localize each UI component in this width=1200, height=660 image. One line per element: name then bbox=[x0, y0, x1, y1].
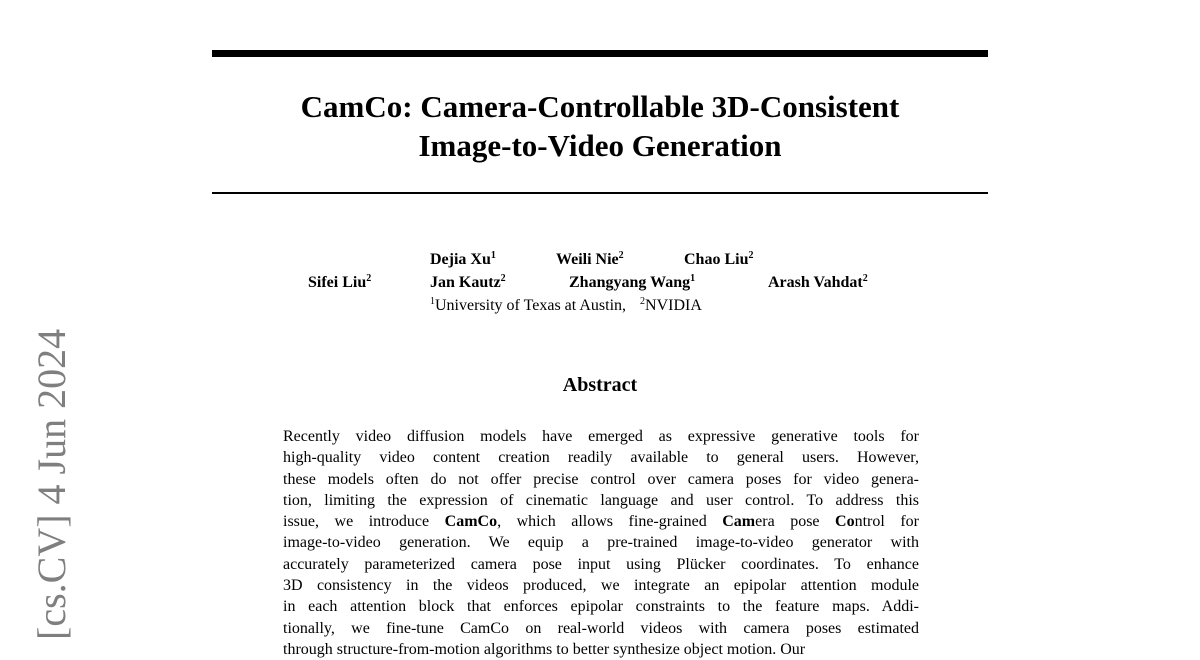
abstract-body bbox=[283, 426, 919, 660]
abstract-line: 3D consistency in the videos produced, we integrate an epipolar attention module bbox=[283, 577, 919, 595]
abstract-line: accurately parameterized camera pose input using Plücker coordinates. To enhance bbox=[283, 555, 919, 573]
abstract-line: high-quality video content creation readily available to general users. However, bbox=[283, 449, 919, 467]
abstract-line: in each attention block that enforces epipolar constraints to the feature maps. Addi- bbox=[283, 598, 919, 616]
abstract-heading: Abstract bbox=[562, 374, 638, 396]
title-top-rule bbox=[212, 50, 988, 57]
author-zhangyang-wang: Zhangyang Wang$^1$ bbox=[569, 273, 696, 291]
affiliations: $^1$University of Texas at Austin, $^2$NVIDIA bbox=[430, 296, 702, 314]
abstract-line: image-to-video generation. We equip a pre-trained image-to-video generator with bbox=[283, 534, 919, 552]
abstract-line: Recently video diffusion models have emerged as expressive generative tools for bbox=[283, 428, 919, 445]
paper-title bbox=[212, 87, 988, 165]
author-weili-nie: Weili Nie$^2$ bbox=[556, 250, 624, 268]
author-jan-kautz: Jan Kautz$^2$ bbox=[430, 273, 506, 291]
title-line-2: Image-to-Video Generation bbox=[418, 128, 782, 163]
title-bottom-rule bbox=[212, 192, 988, 194]
author-chao-liu: Chao Liu$^2$ bbox=[684, 250, 754, 268]
abstract-bold-term: Co bbox=[835, 513, 855, 531]
author-sifei-liu: Sifei Liu$^2$ bbox=[308, 273, 372, 291]
author-dejia-xu: Dejia Xu$^1$ bbox=[430, 250, 496, 268]
abstract-line: these models often do not offer precise control over camera poses for video genera- bbox=[283, 470, 919, 488]
arxiv-stamp: [cs.CV] 4 Jun 2024 bbox=[29, 328, 74, 640]
abstract-bold-term: Cam bbox=[722, 513, 756, 531]
affiliation-nvidia: NVIDIA bbox=[645, 297, 702, 314]
abstract-line: tionally, we fine-tune CamCo on real-world videos with camera poses estimated bbox=[283, 619, 919, 637]
abstract-line: tion, limiting the expression of cinematic language and user control. To address this bbox=[283, 491, 919, 509]
abstract-line: through structure-from-motion algorithms to better synthesize object motion. Our bbox=[283, 640, 806, 658]
abstract-bold-term: CamCo bbox=[444, 513, 498, 531]
abstract-line: issue, we introduce CamCo, which allows fine-grained Camera pose Control for bbox=[283, 513, 920, 531]
affiliation-ut-austin: University of Texas at Austin, bbox=[435, 297, 627, 314]
title-line-1: CamCo: Camera-Controllable 3D-Consistent bbox=[300, 89, 900, 124]
author-arash-vahdat: Arash Vahdat$^2$ bbox=[768, 273, 868, 291]
